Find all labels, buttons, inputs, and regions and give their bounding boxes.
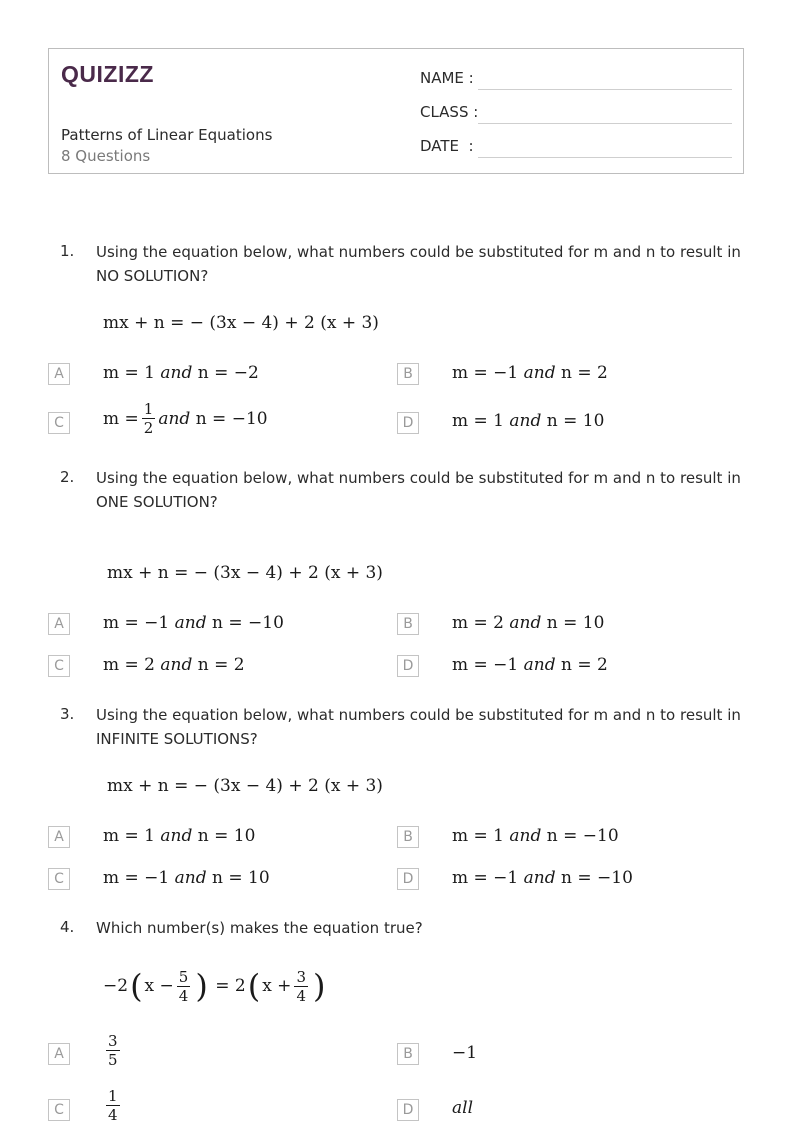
fraction xyxy=(106,1032,120,1069)
question-count: 8 Questions xyxy=(61,147,151,165)
and-word: and xyxy=(523,363,556,383)
n-value: n = −10 xyxy=(546,826,619,846)
m-value: m = 1 xyxy=(103,363,155,383)
option-answer[interactable]: all xyxy=(452,1098,474,1118)
denominator: 2 xyxy=(143,419,154,437)
option-box[interactable]: C xyxy=(48,1099,70,1121)
n-value: n = 2 xyxy=(197,655,245,675)
question-1-equation: mx + n = − (3x − 4) + 2 (x + 3) xyxy=(103,313,379,333)
option-box[interactable]: D xyxy=(397,868,419,890)
name-label: NAME : xyxy=(420,69,474,87)
worksheet-title: Patterns of Linear Equations xyxy=(61,126,273,144)
worksheet-header xyxy=(48,48,744,174)
option-box[interactable]: B xyxy=(397,613,419,635)
question-2-number: 2. xyxy=(60,468,75,486)
numerator: 3 xyxy=(296,967,306,986)
question-1-text: Using the equation below, what numbers could be substituted for m and n to result in NO SOLUTION? xyxy=(96,243,741,285)
option-answer[interactable] xyxy=(452,613,604,633)
m-value: m = 2 xyxy=(103,655,155,675)
and-word: and xyxy=(174,868,207,888)
n-value: n = −2 xyxy=(197,363,259,383)
question-1-number: 1. xyxy=(60,242,75,260)
m-value: m = −1 xyxy=(452,655,519,675)
option-box[interactable]: D xyxy=(397,655,419,677)
option-answer[interactable] xyxy=(452,363,608,383)
option-answer[interactable] xyxy=(452,411,604,431)
and-word: and xyxy=(160,363,193,383)
n-value: n = 2 xyxy=(561,363,608,383)
option-box[interactable]: A xyxy=(48,1043,70,1065)
option-answer[interactable] xyxy=(103,363,259,383)
option-answer[interactable] xyxy=(103,826,255,846)
right-paren: ) xyxy=(195,967,208,1005)
question-3-number: 3. xyxy=(60,705,75,723)
option-box[interactable]: B xyxy=(397,363,419,385)
question-2-text: Using the equation below, what numbers could be substituted for m and n to result in ONE SOLUTION? xyxy=(96,469,741,511)
date-line[interactable] xyxy=(478,157,732,158)
date-label: DATE : xyxy=(420,137,474,155)
m-value: m = 1 xyxy=(452,411,504,431)
numerator: 1 xyxy=(143,400,154,418)
left-paren: ( xyxy=(247,967,261,1005)
m-value: m = 1 xyxy=(452,826,504,846)
n-value: n = 10 xyxy=(546,411,605,431)
option-answer[interactable] xyxy=(103,868,270,888)
fraction xyxy=(142,400,156,437)
and-word: and xyxy=(158,408,191,429)
m-value: m = 1 xyxy=(103,826,155,846)
n-value: n = −10 xyxy=(561,868,633,888)
option-box[interactable]: D xyxy=(397,412,419,434)
n-value: n = −10 xyxy=(195,408,268,429)
left-paren: ( xyxy=(130,967,143,1005)
option-answer[interactable] xyxy=(103,1032,123,1069)
denominator: 4 xyxy=(296,986,306,1005)
option-box[interactable]: C xyxy=(48,412,70,434)
fraction xyxy=(177,968,191,1005)
option-answer[interactable]: −1 xyxy=(452,1043,478,1063)
denominator: 4 xyxy=(108,1106,118,1124)
numerator: 1 xyxy=(108,1087,118,1105)
rhs-variable: x + xyxy=(262,976,292,996)
m-value: m = −1 xyxy=(452,363,519,383)
n-value: n = 10 xyxy=(212,868,270,888)
and-word: and xyxy=(523,655,556,675)
name-line[interactable] xyxy=(478,89,732,90)
n-value: n = 10 xyxy=(197,826,256,846)
class-label: CLASS : xyxy=(420,103,479,121)
numerator: 5 xyxy=(178,967,189,986)
option-box[interactable]: A xyxy=(48,826,70,848)
and-word: and xyxy=(523,868,556,888)
n-value: n = 10 xyxy=(546,613,605,633)
and-word: and xyxy=(509,411,542,431)
option-answer[interactable] xyxy=(452,826,619,846)
option-box[interactable]: D xyxy=(397,1099,419,1121)
n-value: n = 2 xyxy=(561,655,608,675)
class-line[interactable] xyxy=(478,123,732,124)
m-value: m = 2 xyxy=(452,613,504,633)
m-value: m = xyxy=(103,408,139,429)
and-word: and xyxy=(174,613,207,633)
option-answer[interactable] xyxy=(452,655,608,675)
question-3-text: Using the equation below, what numbers could be substituted for m and n to result in INFINITE SOLUTIONS? xyxy=(96,706,741,748)
question-3-equation: mx + n = − (3x − 4) + 2 (x + 3) xyxy=(107,776,383,796)
denominator: 5 xyxy=(108,1051,118,1069)
question-4-text: Which number(s) makes the equation true? xyxy=(96,919,423,937)
question-4-number: 4. xyxy=(60,918,75,936)
n-value: n = −10 xyxy=(212,613,284,633)
numerator: 3 xyxy=(108,1032,118,1050)
option-box[interactable]: A xyxy=(48,363,70,385)
fraction xyxy=(106,1087,120,1124)
option-answer[interactable] xyxy=(103,1087,123,1124)
right-paren: ) xyxy=(312,967,326,1005)
m-value: m = −1 xyxy=(452,868,519,888)
option-answer[interactable] xyxy=(103,400,268,437)
and-word: and xyxy=(160,826,193,846)
lhs-variable: x − xyxy=(144,976,174,996)
denominator: 4 xyxy=(178,986,189,1005)
m-value: m = −1 xyxy=(103,868,170,888)
option-box[interactable]: C xyxy=(48,655,70,677)
lhs-coefficient: −2 xyxy=(103,976,129,996)
option-box[interactable]: B xyxy=(397,826,419,848)
option-answer[interactable] xyxy=(103,613,284,633)
and-word: and xyxy=(509,826,542,846)
m-value: m = −1 xyxy=(103,613,170,633)
question-4-equation xyxy=(103,962,327,1010)
option-box[interactable]: C xyxy=(48,868,70,890)
equals-part: = 2 xyxy=(215,976,246,996)
option-answer[interactable] xyxy=(452,868,633,888)
fraction xyxy=(294,968,308,1005)
option-answer[interactable] xyxy=(103,655,245,675)
and-word: and xyxy=(509,613,542,633)
question-2-equation: mx + n = − (3x − 4) + 2 (x + 3) xyxy=(107,563,383,583)
option-box[interactable]: A xyxy=(48,613,70,635)
quizizz-logo: QUIZIZZ xyxy=(61,61,154,87)
option-box[interactable]: B xyxy=(397,1043,419,1065)
and-word: and xyxy=(160,655,193,675)
